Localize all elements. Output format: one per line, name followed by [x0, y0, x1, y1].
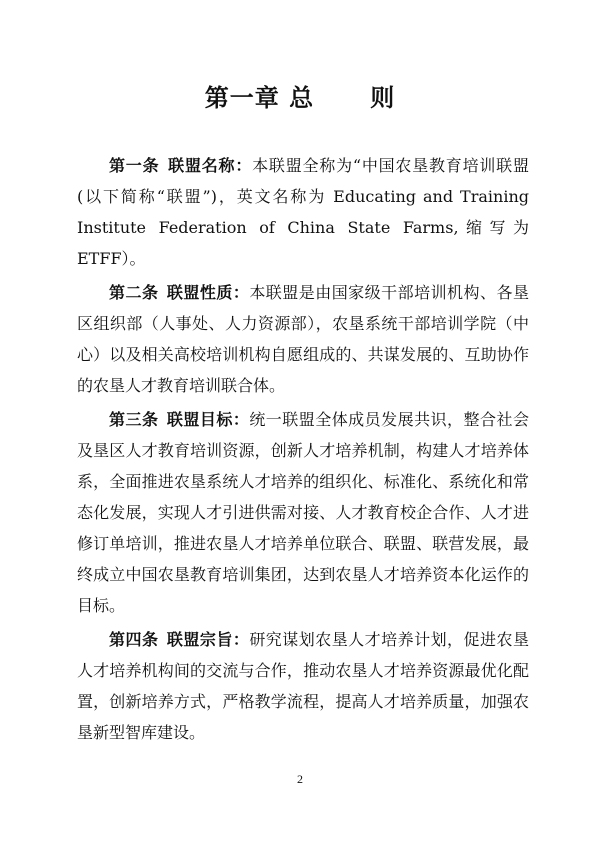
article-4 — [77, 624, 529, 748]
page-number: 2 — [297, 772, 303, 786]
article-3 — [77, 404, 529, 621]
article-text: 研究谋划农垦人才培养计划，促进农垦人才培养机构间的交流与合作，推动农垦人才培养资源最优化配置，创新培养方式，严格教学流程，提高人才培养质量，加强农垦新型智库建设。 — [77, 630, 529, 742]
article-number: 第二条 — [109, 283, 159, 302]
article-1 — [77, 150, 529, 274]
article-text: 统一联盟全体成员发展共识，整合社会及垦区人才教育培训资源，创新人才培养机制，构建人才培养体系，全面推进农垦系统人才培养的组织化、标准化、系统化和常态化发展，实现人才引进供需对接、人才教育校企合作、人才进修订单培训，推进农垦人才培养单位联合、联盟、联营发展，最终成立中国农垦教育培训集团，达到农垦人才培养资本化运作的目标。 — [77, 410, 529, 615]
article-text: 本联盟全称为“中国农垦教育培训联盟(以下简称“联盟”)，英文名称为 Educating and Training Institute Federation of China State Farms,缩写为 ETFF）。 — [77, 156, 529, 268]
chapter-body — [77, 150, 529, 751]
article-number: 第一条 — [109, 156, 160, 175]
article-2 — [77, 277, 529, 401]
article-heading: 联盟目标： — [166, 410, 250, 429]
article-heading: 联盟宗旨： — [166, 630, 250, 649]
chapter-title: 第一章 总 则 — [204, 84, 396, 112]
article-number: 第三条 — [109, 410, 159, 429]
article-heading: 联盟性质： — [166, 283, 250, 302]
article-heading: 联盟名称： — [167, 156, 253, 175]
article-number: 第四条 — [109, 630, 159, 649]
article-text: 本联盟是由国家级干部培训机构、各垦区组织部（人事处、人力资源部），农垦系统干部培训学院（中心）以及相关高校培训机构自愿组成的、共谋发展的、互助协作的农垦人才教育培训联合体。 — [77, 283, 529, 395]
